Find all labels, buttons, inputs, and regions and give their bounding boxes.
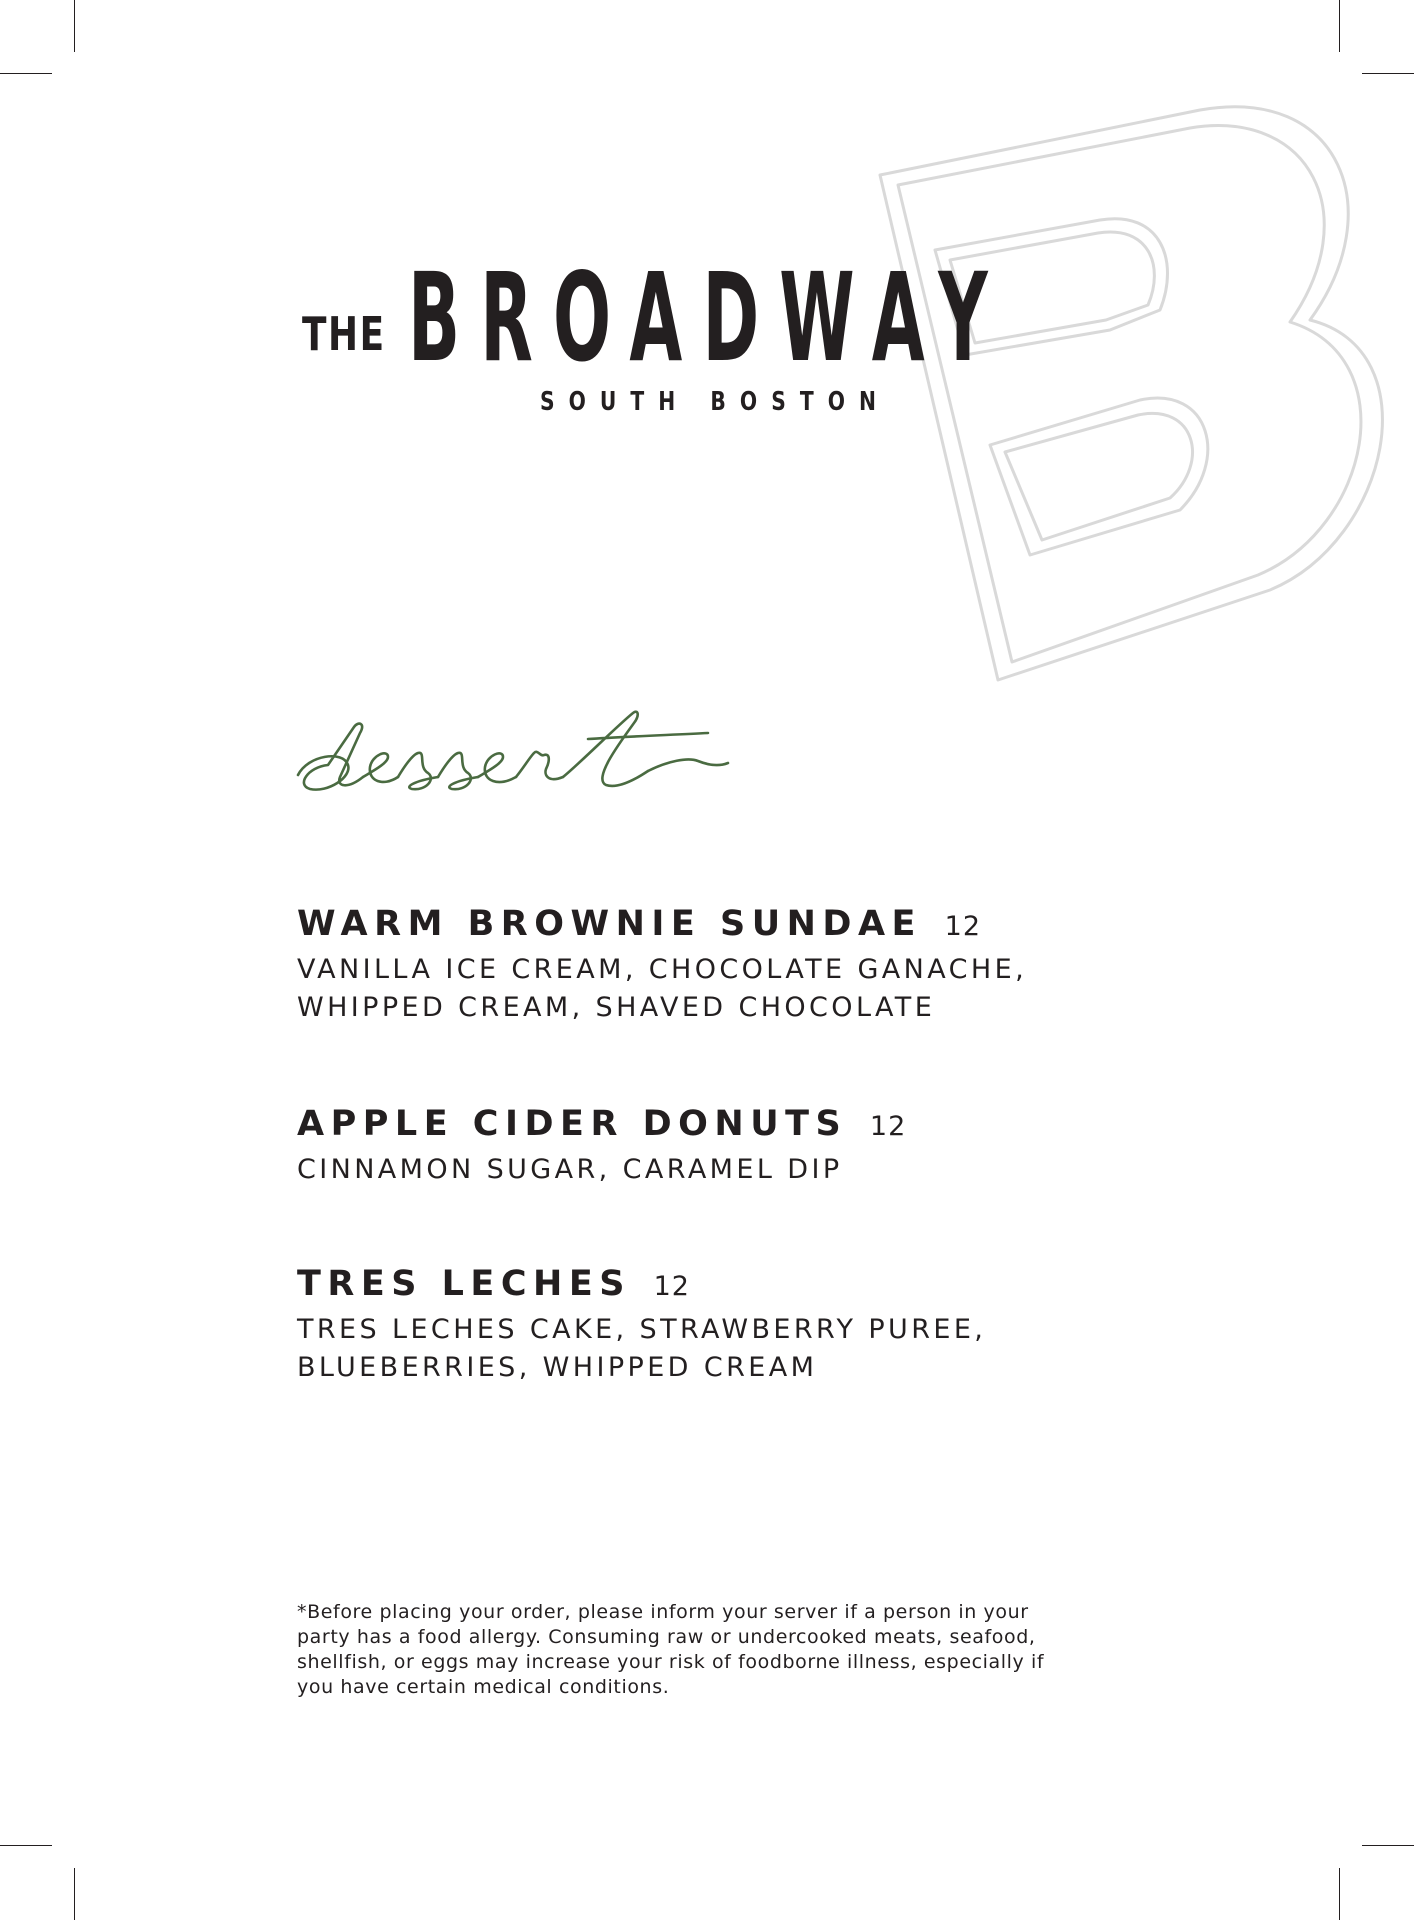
crop-mark-top-left-vertical <box>74 0 75 52</box>
item-name: WARM BROWNIE SUNDAE <box>297 904 922 944</box>
item-description-line: VANILLA ICE CREAM, CHOCOLATE GANACHE, <box>297 954 1028 985</box>
crop-mark-top-right-vertical <box>1339 0 1340 52</box>
menu-item <box>297 900 1027 1027</box>
item-description-line: TRES LECHES CAKE, STRAWBERRY PUREE, <box>297 1314 987 1345</box>
crop-mark-top-right-horizontal <box>1362 73 1414 74</box>
item-name: TRES LECHES <box>297 1264 631 1304</box>
restaurant-logo <box>300 247 1120 417</box>
logo-the: THE <box>302 307 386 361</box>
crop-mark-bottom-left-horizontal <box>0 1845 52 1846</box>
item-name: APPLE CIDER DONUTS <box>297 1104 848 1144</box>
item-price: 12 <box>869 1111 907 1142</box>
item-price: 12 <box>653 1271 690 1302</box>
crop-mark-bottom-right-horizontal <box>1362 1845 1414 1846</box>
section-title-dessert <box>288 705 808 815</box>
logo-name: BROADWAY <box>408 247 1008 389</box>
allergy-disclaimer: *Before placing your order, please inform your server if a person in your party has a food allergy. Consuming raw or undercooked meats, seafood, shellfish, or eggs may increase your risk of foodborne illness, especially if you have certain medical conditions. <box>297 1601 1045 1698</box>
crop-mark-bottom-left-vertical <box>74 1868 75 1920</box>
item-description-line: CINNAMON SUGAR, CARAMEL DIP <box>297 1154 843 1185</box>
item-heading <box>297 1260 986 1311</box>
item-heading <box>297 1100 906 1151</box>
item-description-line: BLUEBERRIES, WHIPPED CREAM <box>297 1352 818 1383</box>
crop-mark-top-left-horizontal <box>0 73 52 74</box>
item-description-line: WHIPPED CREAM, SHAVED CHOCOLATE <box>297 992 936 1023</box>
menu-item <box>297 1260 986 1387</box>
crop-mark-bottom-right-vertical <box>1339 1868 1340 1920</box>
logo-location: SOUTH BOSTON <box>540 387 891 417</box>
menu-item <box>297 1100 906 1189</box>
item-heading <box>297 900 1027 951</box>
item-price: 12 <box>944 911 981 942</box>
